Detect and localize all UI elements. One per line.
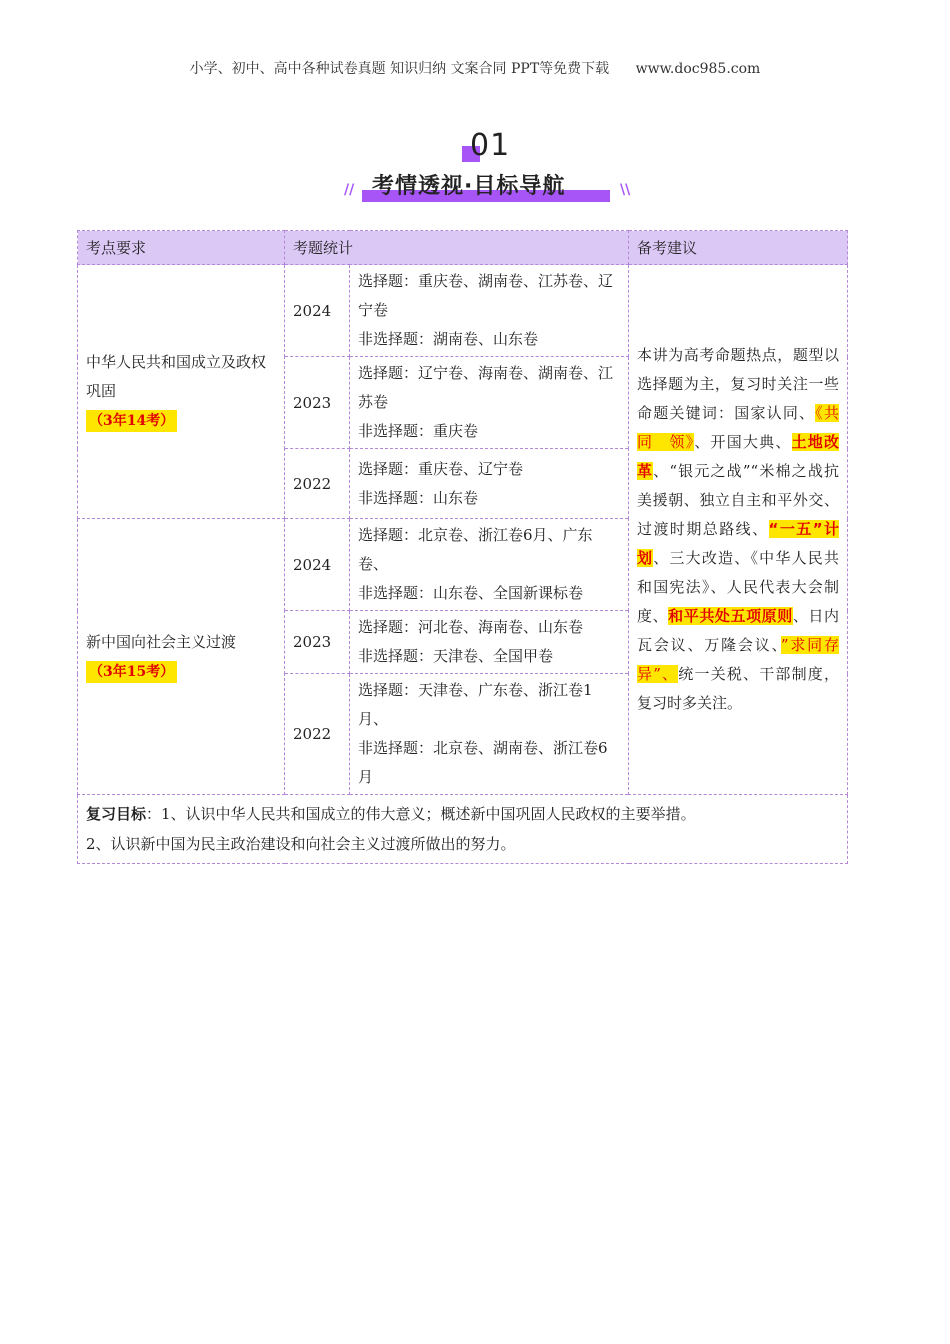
year-cell: 2023 (285, 611, 350, 674)
stats-line: 选择题：重庆卷、湖南卷、江苏卷、辽宁卷 (358, 272, 614, 319)
section-number: 01 (470, 128, 511, 163)
stats-line: 非选择题：北京卷、湖南卷、浙江卷6月 (358, 739, 608, 786)
exam-count-badge: （3年14考） (86, 410, 177, 432)
advice-text: 统一关税、干部制度，复习时多关注。 (637, 665, 839, 712)
header-text: 小学、初中、高中各种试卷真题 知识归纳 文案合同 PPT等免费下载 (189, 61, 610, 77)
stats-cell (350, 449, 629, 519)
goals-row (78, 795, 848, 864)
goals-line-1: ：1、认识中华人民共和国成立的伟大意义；概述新中国巩固人民政权的主要举措。 (146, 805, 696, 823)
stats-cell (350, 265, 629, 357)
stats-line: 非选择题：山东卷、全国新课标卷 (358, 584, 584, 602)
stats-cell (350, 357, 629, 449)
year-cell: 2024 (285, 265, 350, 357)
advice-text: 、日内瓦会议、万隆会议、 (637, 607, 839, 654)
stats-cell (350, 611, 629, 674)
advice-highlight: ”求同存异”、 (637, 636, 839, 683)
slash-decoration-left: // (344, 182, 355, 198)
stats-line: 选择题：河北卷、海南卷、山东卷 (358, 618, 584, 636)
header-stats: 考题统计 (285, 231, 629, 265)
advice-highlight: 和平共处五项原则 (668, 607, 793, 625)
point-text: 新中国向社会主义过渡 (86, 632, 237, 651)
stats-line: 选择题：辽宁卷、海南卷、湖南卷、江苏卷 (358, 364, 614, 411)
advice-highlight: 《共同 领》 (637, 404, 839, 451)
slash-decoration-right: \\ (620, 182, 631, 198)
stats-line: 非选择题：重庆卷 (358, 422, 479, 440)
table-header-row (78, 231, 848, 265)
year-cell: 2022 (285, 449, 350, 519)
header-point: 考点要求 (78, 231, 285, 265)
point-text: 中华人民共和国成立及政权巩固 (86, 353, 267, 400)
section-subtitle: 考情透视·目标导航 (372, 174, 566, 199)
year-cell: 2024 (285, 519, 350, 611)
stats-line: 非选择题：山东卷 (358, 488, 479, 507)
header-site-link[interactable]: www.doc985.com (635, 61, 761, 77)
advice-highlight: 土地改革 (637, 433, 839, 480)
stats-line: 非选择题：湖南卷、山东卷 (358, 330, 539, 348)
goals-cell (78, 795, 848, 864)
advice-cell (629, 265, 848, 795)
stats-cell (350, 519, 629, 611)
exam-analysis-table (77, 230, 848, 864)
page-header (0, 58, 950, 78)
advice-text: 本讲为高考命题热点，题型以选择题为主，复习时关注一些命题关键词：国家认同、 (637, 346, 839, 422)
year-cell: 2022 (285, 674, 350, 795)
advice-text: 、开国大典、 (694, 433, 792, 451)
header-advice: 备考建议 (629, 231, 848, 265)
stats-line: 选择题：重庆卷、辽宁卷 (358, 459, 524, 478)
point-cell (78, 265, 285, 519)
year-cell: 2023 (285, 357, 350, 449)
stats-cell (350, 674, 629, 795)
goals-line-2: 2、认识新中国为民主政治建设和向社会主义过渡所做出的努力。 (86, 835, 516, 853)
advice-text: 、三大改造、《中华人民共和国宪法》、人民代表大会制度、 (637, 549, 839, 625)
exam-count-badge: （3年15考） (86, 661, 177, 683)
stats-line: 非选择题：天津卷、全国甲卷 (358, 647, 554, 665)
point-cell (78, 519, 285, 795)
advice-highlight: “一五”计划 (637, 520, 839, 567)
stats-line: 选择题：北京卷、浙江卷6月、广东卷、 (358, 526, 593, 573)
section-title (0, 128, 950, 208)
table-row (78, 265, 848, 357)
stats-line: 选择题：天津卷、广东卷、浙江卷1月、 (358, 681, 593, 728)
advice-text: 、“银元之战”“米棉之战抗美援朝、独立自主和平外交、过渡时期总路线、 (637, 462, 839, 538)
goals-label: 复习目标 (86, 805, 147, 823)
